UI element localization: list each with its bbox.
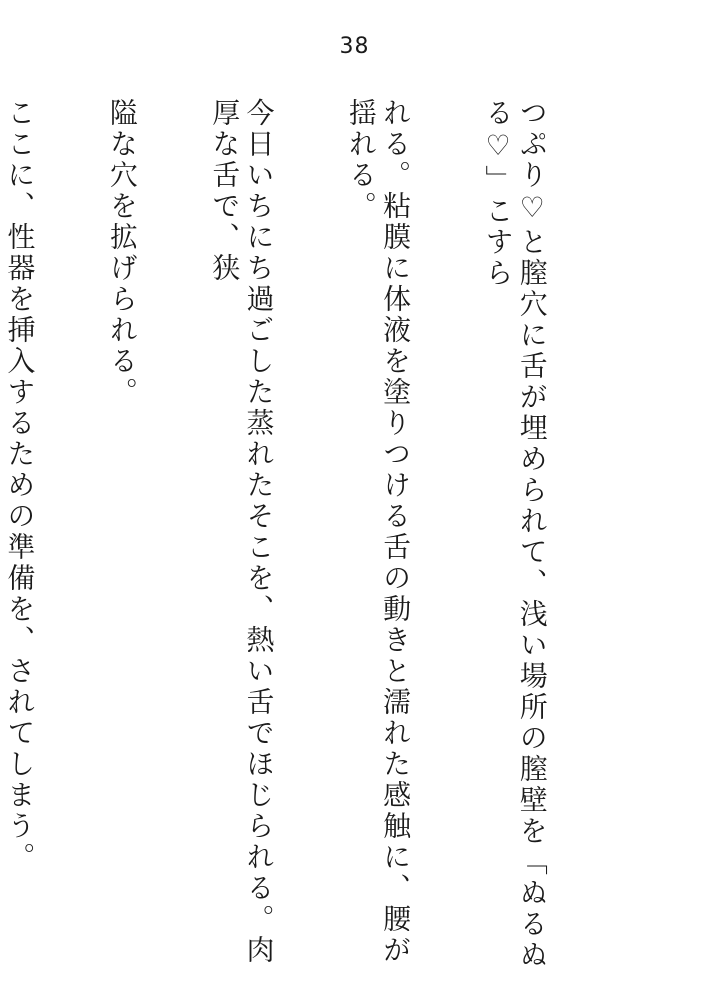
text-line: ここに、性器を挿入するための準備を、されてしまう。	[3, 98, 37, 873]
text-line: れる。粘膜に体液を塗りつける舌の動きと濡れた感触に、腰が揺れる。	[344, 98, 413, 966]
text-line: 隘な穴を拡げられる。	[105, 98, 139, 408]
vertical-text-body	[0, 98, 617, 978]
page-number: 38	[339, 34, 370, 59]
text-line: 今日いちにち過ごした蒸れたそこを、熱い舌でほじられる。肉厚な舌で、狭	[208, 98, 276, 966]
text-line: つぷり♡と膣穴に舌が埋められて、浅い場所の膣壁を「ぬるぬる♡」こすら	[481, 98, 549, 971]
